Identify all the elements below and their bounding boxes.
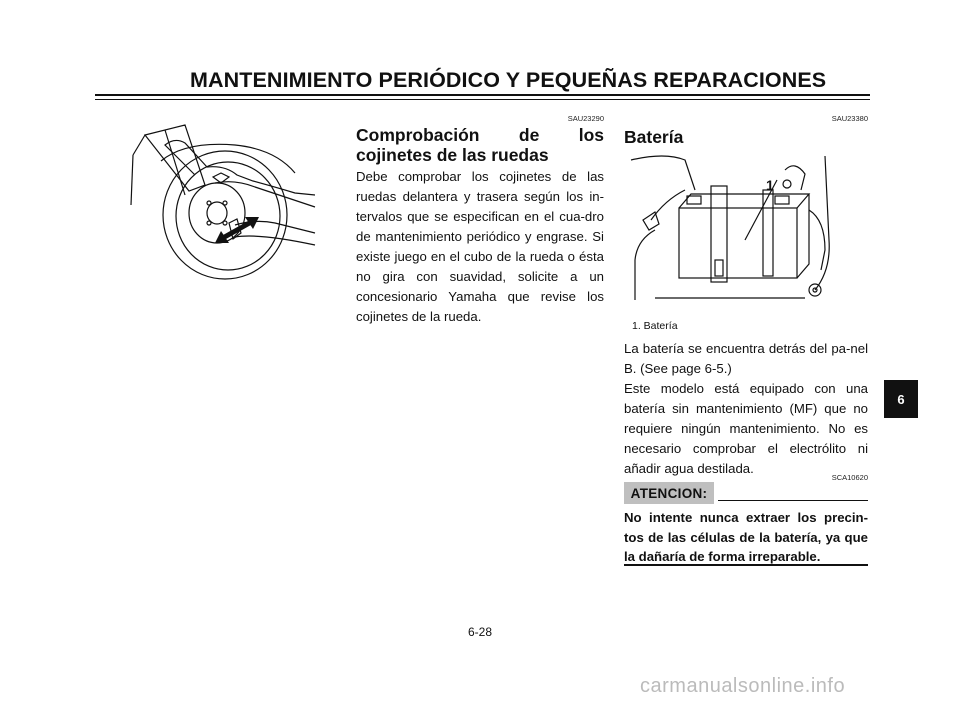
chapter-tab[interactable]: 6 <box>884 380 918 418</box>
section-heading-line1 <box>356 125 604 145</box>
caution-code: SCA10620 <box>831 473 868 482</box>
heading-word: Comprobación <box>356 125 480 145</box>
caution-badge: ATENCION: <box>624 482 714 504</box>
caution-rule <box>718 500 868 501</box>
caution-end-rule <box>624 564 868 566</box>
battery-body-1: La batería se encuentra detrás del pa-nel B. (See page 6-5.) <box>624 341 868 376</box>
wheel-bearing-body: Debe comprobar los cojinetes de las ruedas delantera y trasera según los in-tervalos que se especifican en el cua-dro de mantenimiento periódico y engrase. Si existe juego en el cubo de la rueda o ésta no gira con suavidad, solicite a un concesionario Yamaha que revise los cojinetes de la rueda. <box>356 169 604 324</box>
section-code: SAU23380 <box>831 114 868 123</box>
heading-word: los <box>578 125 604 145</box>
caution-text: No intente nunca extraer los precin-tos de las células de la batería, ya que la dañaría de forma irreparable. <box>624 510 868 564</box>
figure-caption: 1. Batería <box>632 320 678 332</box>
figure-callout-1: 1 <box>766 177 774 193</box>
page-title: MANTENIMIENTO PERIÓDICO Y PEQUEÑAS REPARACIONES <box>190 68 827 92</box>
page-number: 6-28 <box>467 625 493 639</box>
header-rule <box>95 94 870 96</box>
heading-word: de <box>518 125 540 145</box>
wheel-bearing-illustration <box>125 115 325 285</box>
battery-body-2: Este modelo está equipado con una batería sin mantenimiento (MF) que no requiere ningún mantenimiento. No es necesario comprobar el electrólito ni añadir agua destilada. <box>624 381 868 476</box>
watermark: carmanualsonline.info <box>640 675 846 697</box>
section-heading: Batería <box>624 127 684 147</box>
battery-illustration <box>625 150 870 302</box>
header-rule-thin <box>95 99 870 100</box>
section-heading-line2: cojinetes de las ruedas <box>356 145 549 165</box>
section-code: SAU23290 <box>567 114 604 123</box>
